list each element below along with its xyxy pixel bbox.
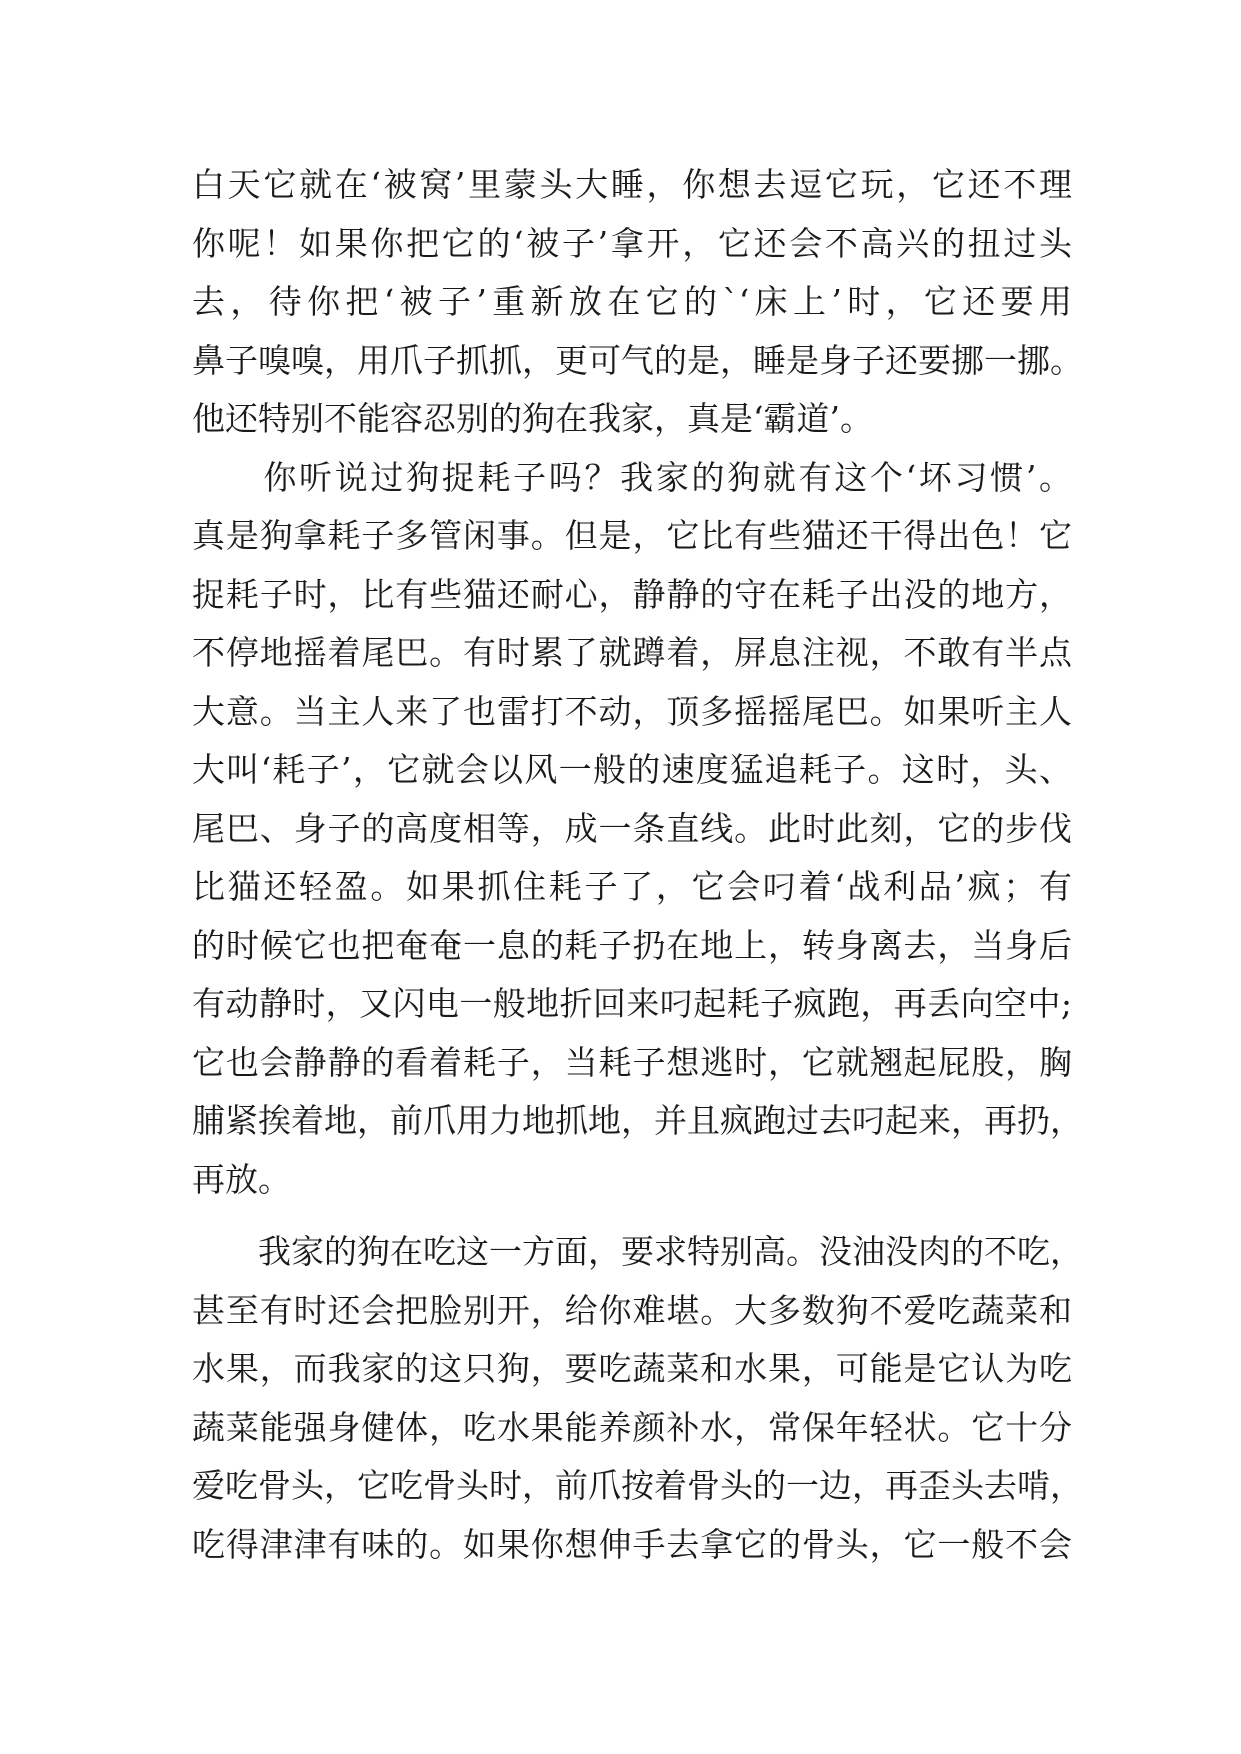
- text-line: 再放。: [192, 1159, 291, 1199]
- text-line: 吃得津津有味的。如果你想伸手去拿它的骨头，它一般不会: [192, 1524, 1072, 1564]
- paragraph-2: [192, 449, 1083, 1210]
- paragraph-1: [192, 156, 1083, 449]
- text-line: 大叫‘耗子’，它就会以风一般的速度猛追耗子。这时，头、: [192, 750, 1072, 789]
- text-line: 去，待你把‘被子’重新放在它的`‘床上’时，它还要用: [192, 282, 1072, 321]
- text-line: 你呢！如果你把它的‘被子’拿开，它还会不高兴的扭过头: [192, 223, 1072, 263]
- text-line: 捉耗子时，比有些猫还耐心，静静的守在耗子出没的地方，: [192, 574, 1072, 614]
- text-line: 不停地摇着尾巴。有时累了就蹲着，屏息注视，不敢有半点: [192, 633, 1072, 672]
- text-line: 它也会静静的看着耗子，当耗子想逃时，它就翘起屁股，胸: [192, 1042, 1072, 1082]
- text-line: 你听说过狗捉耗子吗？我家的狗就有这个‘坏习惯’。: [192, 457, 1072, 497]
- text-line: 他还特别不能容忍别的狗在我家，真是‘霸道’。: [192, 399, 873, 438]
- text-line: 爱吃骨头，它吃骨头时，前爪按着骨头的一边，再歪头去啃，: [192, 1466, 1083, 1505]
- document-body: [192, 156, 1083, 1574]
- text-line: 蔬菜能强身健体，吃水果能养颜补水，常保年轻状。它十分: [192, 1407, 1072, 1447]
- text-line: 的时候它也把奄奄一息的耗子扔在地上，转身离去，当身后: [192, 925, 1072, 965]
- text-line: 鼻子嗅嗅，用爪子抓抓，更可气的是，睡是身子还要挪一挪。: [192, 340, 1083, 380]
- paragraph-spacer: [192, 1209, 1072, 1223]
- text-line: 水果，而我家的这只狗，要吃蔬菜和水果，可能是它认为吃: [192, 1349, 1072, 1388]
- text-line: 我家的狗在吃这一方面，要求特别高。没油没肉的不吃，: [192, 1232, 1083, 1271]
- text-line: 比猫还轻盈。如果抓住耗子了，它会叼着‘战利品’疯；有: [192, 867, 1072, 906]
- text-line: 有动静时，又闪电一般地折回来叼起耗子疯跑，再丢向空中;: [192, 984, 1072, 1023]
- text-line: 脯紧挨着地，前爪用力地抓地，并且疯跑过去叼起来，再扔，: [192, 1101, 1083, 1140]
- paragraph-3: [192, 1223, 1083, 1574]
- text-line: 白天它就在‘被窝’里蒙头大睡，你想去逗它玩，它还不理: [192, 165, 1072, 204]
- text-line: 尾巴、身子的高度相等，成一条直线。此时此刻，它的步伐: [192, 808, 1072, 848]
- text-line: 大意。当主人来了也雷打不动，顶多摇摇尾巴。如果听主人: [192, 691, 1072, 731]
- text-line: 真是狗拿耗子多管闲事。但是，它比有些猫还干得出色！它: [192, 516, 1072, 555]
- text-line: 甚至有时还会把脸别开，给你难堪。大多数狗不爱吃蔬菜和: [192, 1290, 1072, 1330]
